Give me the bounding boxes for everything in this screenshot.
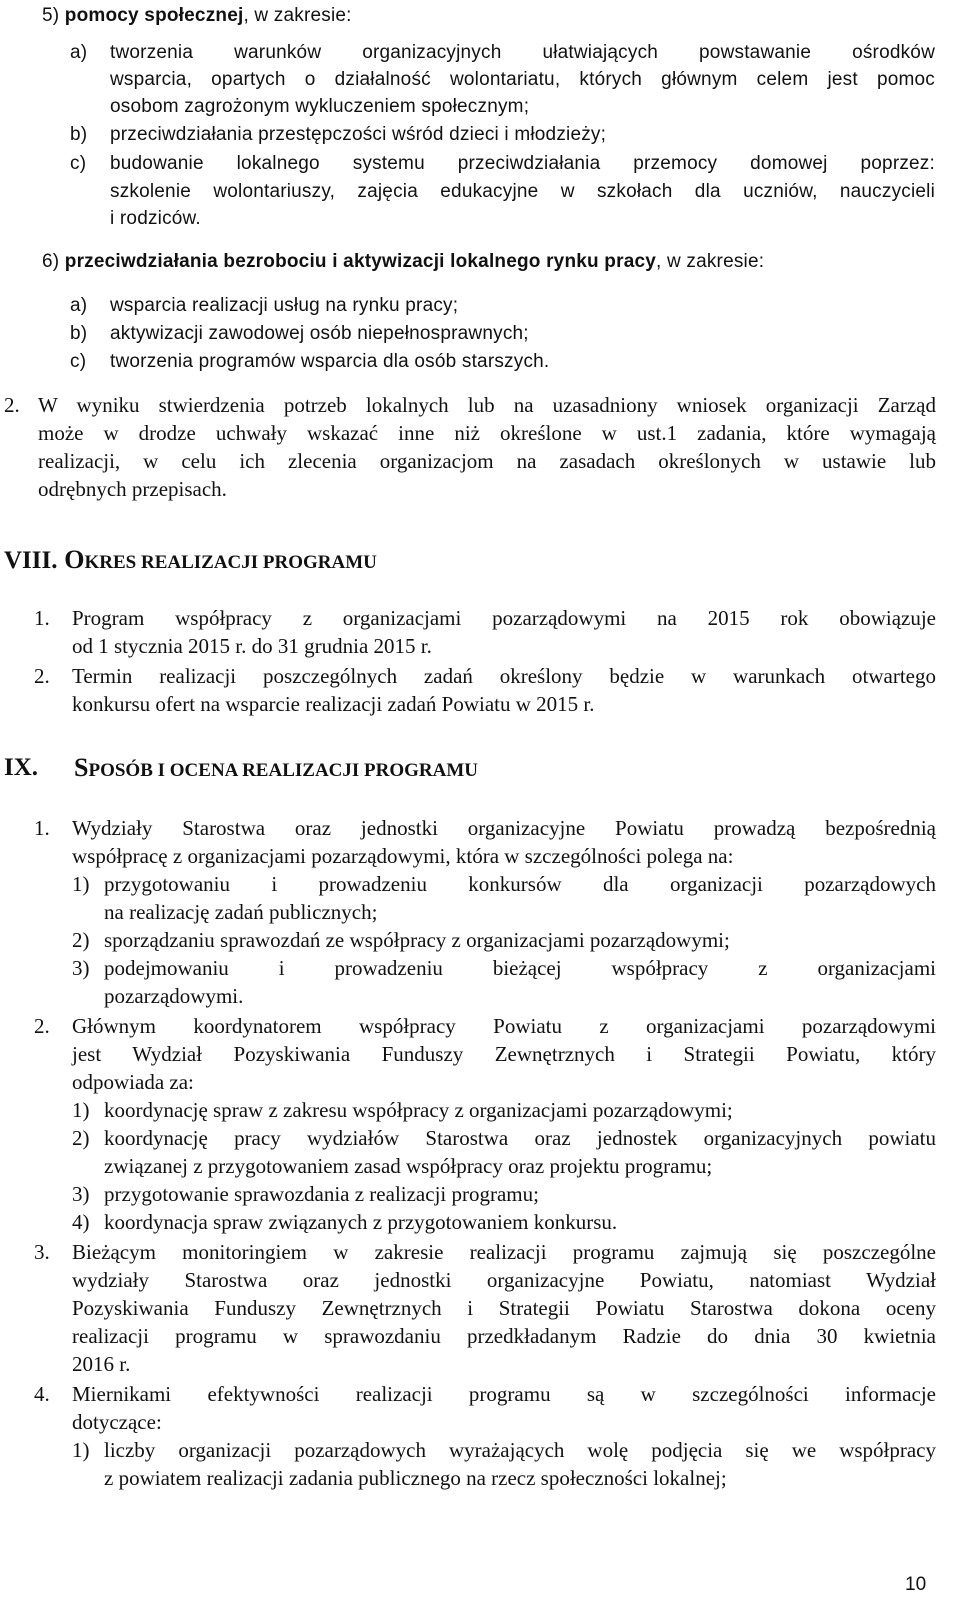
ix-item-3-line-4: realizacji programu w sprawozdaniu przedkładanym Radzie do dnia 30 kwietnia: [72, 1324, 936, 1348]
item-5c-line-2: szkolenie wolontariuszy, zajęcia edukacyjne w szkołach dla uczniów, nauczycieli: [110, 181, 935, 202]
ix-1-sub-1-line-2: na realizację zadań publicznych;: [104, 900, 378, 924]
viii-item-2-line-2: konkursu ofert na wsparcie realizacji zadań Powiatu w 2015 r.: [72, 692, 595, 716]
ix-item-3-line-2: wydziały Starostwa oraz jednostki organizacyjne Powiatu, natomiast Wydział: [72, 1268, 936, 1292]
ix-item-4-line-2: dotyczące:: [72, 1410, 162, 1434]
ix-1-sub-3-line-2: pozarządowymi.: [104, 984, 244, 1008]
item-6a-marker: a): [70, 295, 88, 316]
ix-item-4-line-1: Miernikami efektywności realizacji programu są w szczególności informacje: [72, 1382, 936, 1406]
ix-item-3-line-1: Bieżącym monitoringiem w zakresie realizacji programu zajmują się poszczególne: [72, 1240, 936, 1264]
section-ix-heading: [4, 752, 38, 786]
ix-1-sub-3-line-1: podejmowaniu i prowadzeniu bieżącej współpracy z organizacjami: [104, 956, 936, 980]
item-5c-line-3: i rodziców.: [110, 208, 201, 229]
section-viii-heading: [4, 544, 377, 579]
ix-2-sub-3-number: 3): [72, 1182, 90, 1206]
ix-item-1-line-1: Wydziały Starostwa oraz jednostki organizacyjne Powiatu prowadzą bezpośrednią: [72, 816, 936, 840]
section-5-title: pomocy społecznej: [64, 5, 244, 26]
item-5c-line-1: budowanie lokalnego systemu przeciwdziałania przemocy domowej poprzez:: [110, 153, 935, 174]
viii-item-2-number: 2.: [34, 664, 50, 688]
ix-2-sub-2-number: 2): [72, 1126, 90, 1150]
item-5a-line-3: osobom zagrożonym wykluczeniem społecznym;: [110, 96, 530, 117]
item-6a-text: wsparcia realizacji usług na rynku pracy;: [110, 295, 459, 316]
section-ix-roman: IX.: [4, 754, 39, 781]
viii-item-1-line-1: Program współpracy z organizacjami pozarządowymi na 2015 rok obowiązuje: [72, 606, 936, 630]
section-6-title: przeciwdziałania bezrobociu i aktywizacji lokalnego rynku pracy: [64, 251, 657, 272]
ix-1-sub-2-number: 2): [72, 928, 90, 952]
ix-1-sub-3-number: 3): [72, 956, 90, 980]
ix-item-2-line-1: Głównym koordynatorem współpracy Powiatu z organizacjami pozarządowymi: [72, 1014, 936, 1038]
item-5a-line-1: tworzenia warunków organizacyjnych ułatwiających powstawanie ośrodków: [110, 42, 935, 63]
section-5-suffix: , w zakresie:: [243, 5, 352, 26]
ix-item-3-number: 3.: [34, 1240, 50, 1264]
paragraph-2-line-4: odrębnych przepisach.: [38, 477, 227, 501]
section-viii-initial: O: [64, 545, 85, 574]
section-6-number: 6): [42, 251, 60, 272]
ix-2-sub-2-line-1: koordynację pracy wydziałów Starostwa oraz jednostek organizacyjnych powiatu: [104, 1126, 936, 1150]
ix-item-2-number: 2.: [34, 1014, 50, 1038]
ix-2-sub-4-number: 4): [72, 1210, 90, 1234]
ix-2-sub-1-number: 1): [72, 1098, 90, 1122]
ix-item-2-line-2: jest Wydział Pozyskiwania Funduszy Zewnętrznych i Strategii Powiatu, który: [72, 1042, 936, 1066]
viii-item-1-line-2: od 1 stycznia 2015 r. do 31 grudnia 2015 r.: [72, 634, 432, 658]
item-5a-marker: a): [70, 42, 88, 63]
ix-4-sub-1-number: 1): [72, 1438, 90, 1462]
section-5-heading: [42, 3, 352, 29]
page-number: 10: [905, 1574, 927, 1595]
item-5b-line-1: przeciwdziałania przestępczości wśród dzieci i młodzieży;: [110, 124, 607, 145]
ix-2-sub-3-line-1: przygotowanie sprawozdania z realizacji programu;: [104, 1182, 539, 1206]
ix-item-3-line-5: 2016 r.: [72, 1352, 131, 1376]
ix-4-sub-1-line-2: z powiatem realizacji zadania publicznego na rzecz społeczności lokalnej;: [104, 1466, 727, 1490]
item-6b-marker: b): [70, 323, 88, 344]
item-6c-text: tworzenia programów wsparcia dla osób starszych.: [110, 351, 550, 372]
section-6-heading: [42, 249, 764, 275]
item-6b-text: aktywizacji zawodowej osób niepełnosprawnych;: [110, 323, 529, 344]
ix-item-3-line-3: Pozyskiwania Funduszy Zewnętrznych i Strategii Powiatu Starostwa dokona oceny: [72, 1296, 936, 1320]
ix-2-sub-2-line-2: związanej z przygotowaniem zasad współpracy oraz projektu programu;: [104, 1154, 713, 1178]
viii-item-1-number: 1.: [34, 606, 50, 630]
section-ix-title-wrap: [74, 752, 478, 787]
ix-1-sub-2-line-1: sporządzaniu sprawozdań ze współpracy z organizacjami pozarządowymi;: [104, 928, 730, 952]
section-ix-title: POSÓB I OCENA REALIZACJI PROGRAMU: [88, 760, 479, 781]
item-5c-marker: c): [70, 153, 87, 174]
section-viii-title: KRES REALIZACJI PROGRAMU: [84, 552, 377, 573]
ix-item-4-number: 4.: [34, 1382, 50, 1406]
section-5-number: 5): [42, 5, 60, 26]
section-viii-roman: VIII.: [4, 547, 58, 574]
item-6c-marker: c): [70, 351, 87, 372]
item-5a-line-2: wsparcia, opartych o działalność wolontariatu, których głównym celem jest pomoc: [110, 69, 935, 90]
section-ix-initial: S: [74, 753, 89, 782]
ix-item-2-line-3: odpowiada za:: [72, 1070, 194, 1094]
section-6-suffix: , w zakresie:: [656, 251, 765, 272]
ix-2-sub-4-line-1: koordynacja spraw związanych z przygotowaniem konkursu.: [104, 1210, 618, 1234]
ix-item-1-number: 1.: [34, 816, 50, 840]
paragraph-2-line-3: realizacji, w celu ich zlecenia organizacjom na zasadach określonych w ustawie lub: [38, 449, 936, 473]
ix-4-sub-1-line-1: liczby organizacji pozarządowych wyrażających wolę podjęcia się we współpracy: [104, 1438, 936, 1462]
viii-item-2-line-1: Termin realizacji poszczególnych zadań określony będzie w warunkach otwartego: [72, 664, 936, 688]
ix-item-1-line-2: współpracę z organizacjami pozarządowymi, która w szczególności polega na:: [72, 844, 734, 868]
item-5b-marker: b): [70, 124, 88, 145]
paragraph-2-line-1: W wyniku stwierdzenia potrzeb lokalnych lub na uzasadniony wniosek organizacji Zarząd: [38, 393, 936, 417]
paragraph-2-number: 2.: [4, 393, 20, 417]
ix-1-sub-1-number: 1): [72, 872, 90, 896]
ix-1-sub-1-line-1: przygotowaniu i prowadzeniu konkursów dla organizacji pozarządowych: [104, 872, 936, 896]
paragraph-2-line-2: może w drodze uchwały wskazać inne niż określone w ust.1 zadania, które wymagają: [38, 421, 936, 445]
ix-2-sub-1-line-1: koordynację spraw z zakresu współpracy z organizacjami pozarządowymi;: [104, 1098, 733, 1122]
